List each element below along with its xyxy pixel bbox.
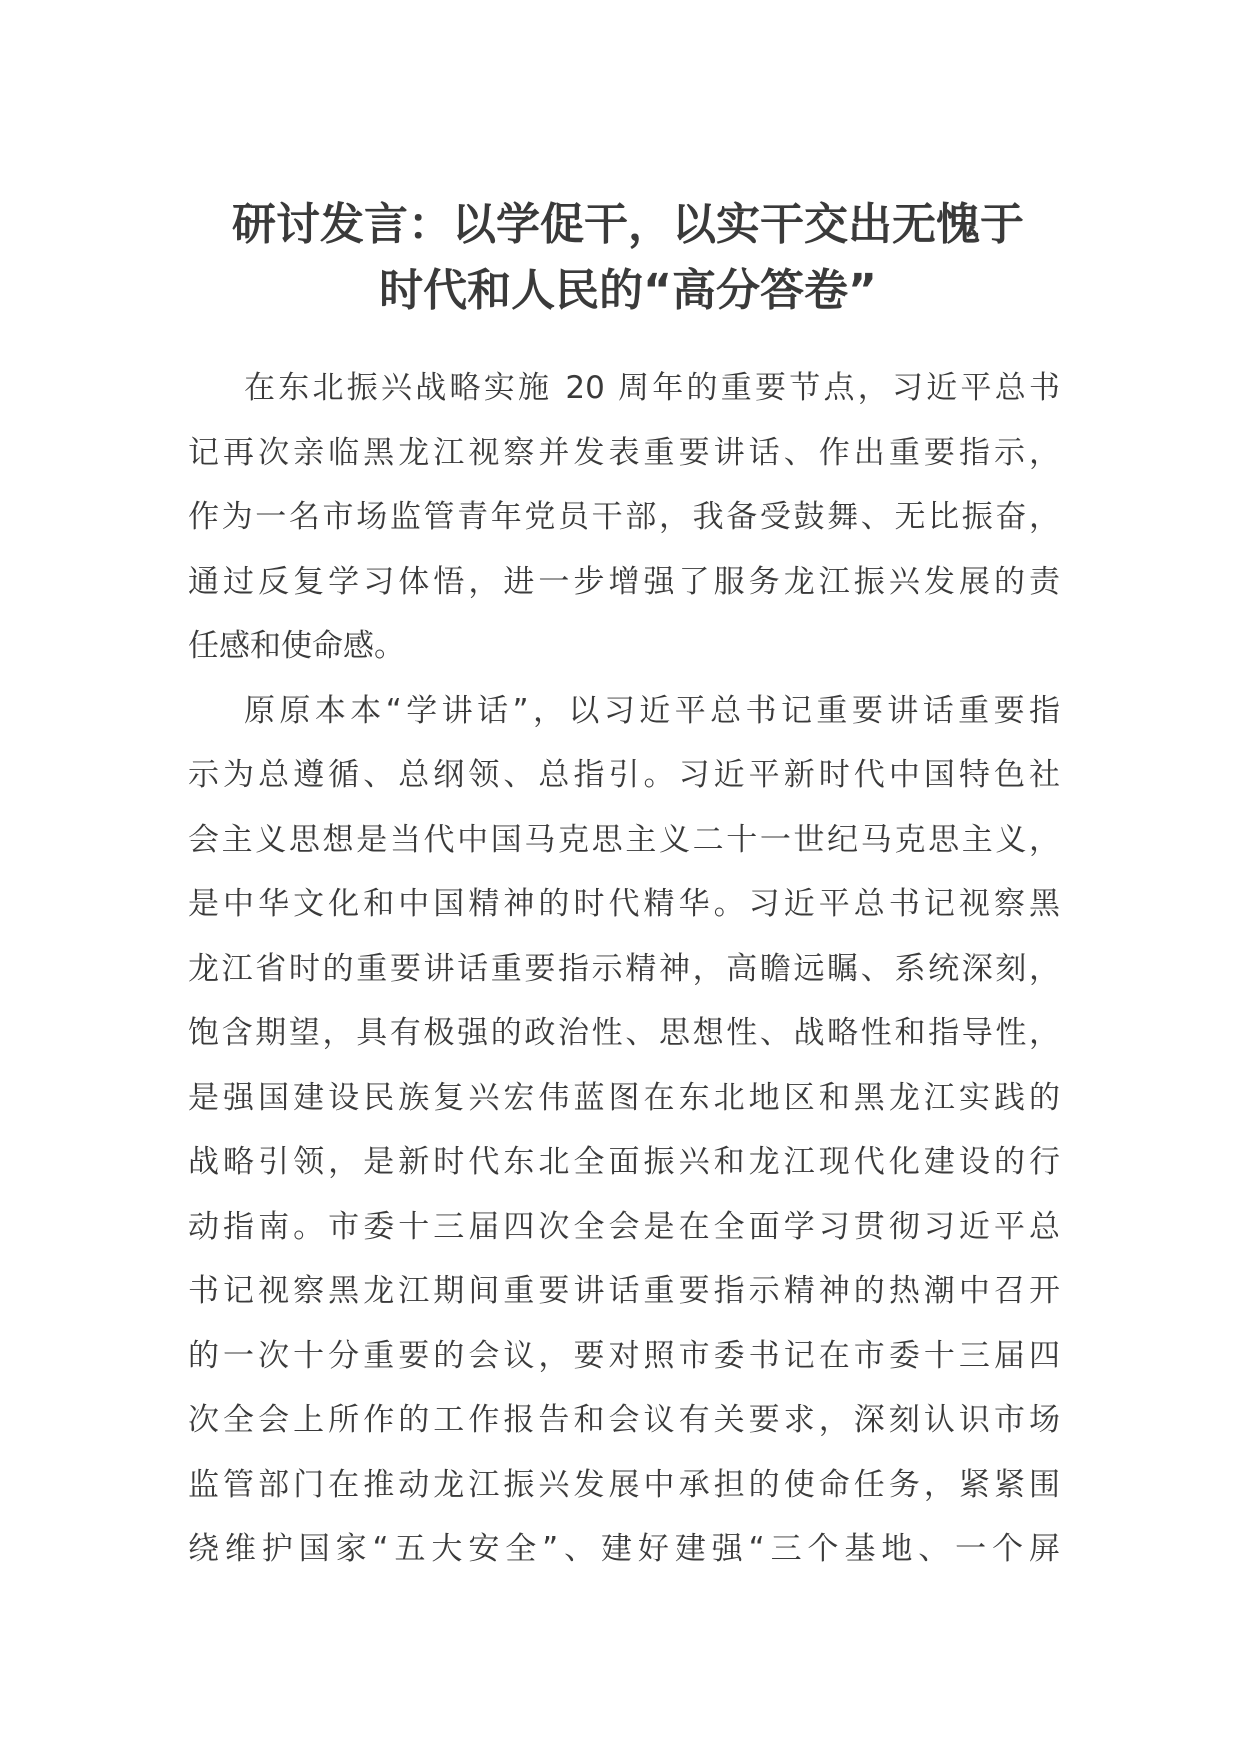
- paragraph-line: 记再次亲临黑龙江视察并发表重要讲话、作出重要指示，: [188, 434, 1060, 471]
- document-body: [188, 356, 1060, 1582]
- title-line-2: 时代和人民的“高分答卷”: [379, 265, 877, 316]
- paragraph-line: 龙江省时的重要讲话重要指示精神，高瞻远瞩、系统深刻，: [188, 950, 1060, 987]
- document-title: [188, 192, 1068, 324]
- paragraph-line: 动指南。市委十三届四次全会是在全面学习贯彻习近平总: [188, 1208, 1060, 1245]
- title-line-1: 研讨发言：以学促干，以实干交出无愧于: [232, 199, 1024, 250]
- paragraph-line: 在东北振兴战略实施 20 周年的重要节点，习近平总书: [244, 370, 1060, 406]
- paragraph-line: 示为总遵循、总纲领、总指引。习近平新时代中国特色社: [188, 757, 1060, 793]
- paragraph-line: 作为一名市场监管青年党员干部，我备受鼓舞、无比振奋，: [188, 499, 1060, 535]
- paragraph-line: 原原本本“学讲话”，以习近平总书记重要讲话重要指: [244, 692, 1060, 729]
- paragraph-line: 是中华文化和中国精神的时代精华。习近平总书记视察黑: [188, 886, 1060, 922]
- paragraph-line: 会主义思想是当代中国马克思主义二十一世纪马克思主义，: [188, 821, 1060, 858]
- paragraph-line: 任感和使命感。: [188, 628, 405, 664]
- paragraph-line: 是强国建设民族复兴宏伟蓝图在东北地区和黑龙江实践的: [188, 1079, 1060, 1116]
- paragraph-line: 饱含期望，具有极强的政治性、思想性、战略性和指导性，: [188, 1015, 1060, 1051]
- paragraph-line: 的一次十分重要的会议，要对照市委书记在市委十三届四: [188, 1337, 1060, 1374]
- paragraph-line: 通过反复学习体悟，进一步增强了服务龙江振兴发展的责: [188, 563, 1060, 600]
- paragraph-line: 次全会上所作的工作报告和会议有关要求，深刻认识市场: [188, 1402, 1060, 1438]
- paragraph-line: 绕维护国家“五大安全”、建好建强“三个基地、一个屏: [188, 1531, 1060, 1567]
- paragraph-line: 战略引领，是新时代东北全面振兴和龙江现代化建设的行: [188, 1144, 1060, 1180]
- paragraph-line: 监管部门在推动龙江振兴发展中承担的使命任务，紧紧围: [188, 1466, 1060, 1503]
- paragraph-1: [188, 356, 1060, 679]
- paragraph-2: [188, 679, 1060, 1582]
- paragraph-line: 书记视察黑龙江期间重要讲话重要指示精神的热潮中召开: [188, 1273, 1060, 1309]
